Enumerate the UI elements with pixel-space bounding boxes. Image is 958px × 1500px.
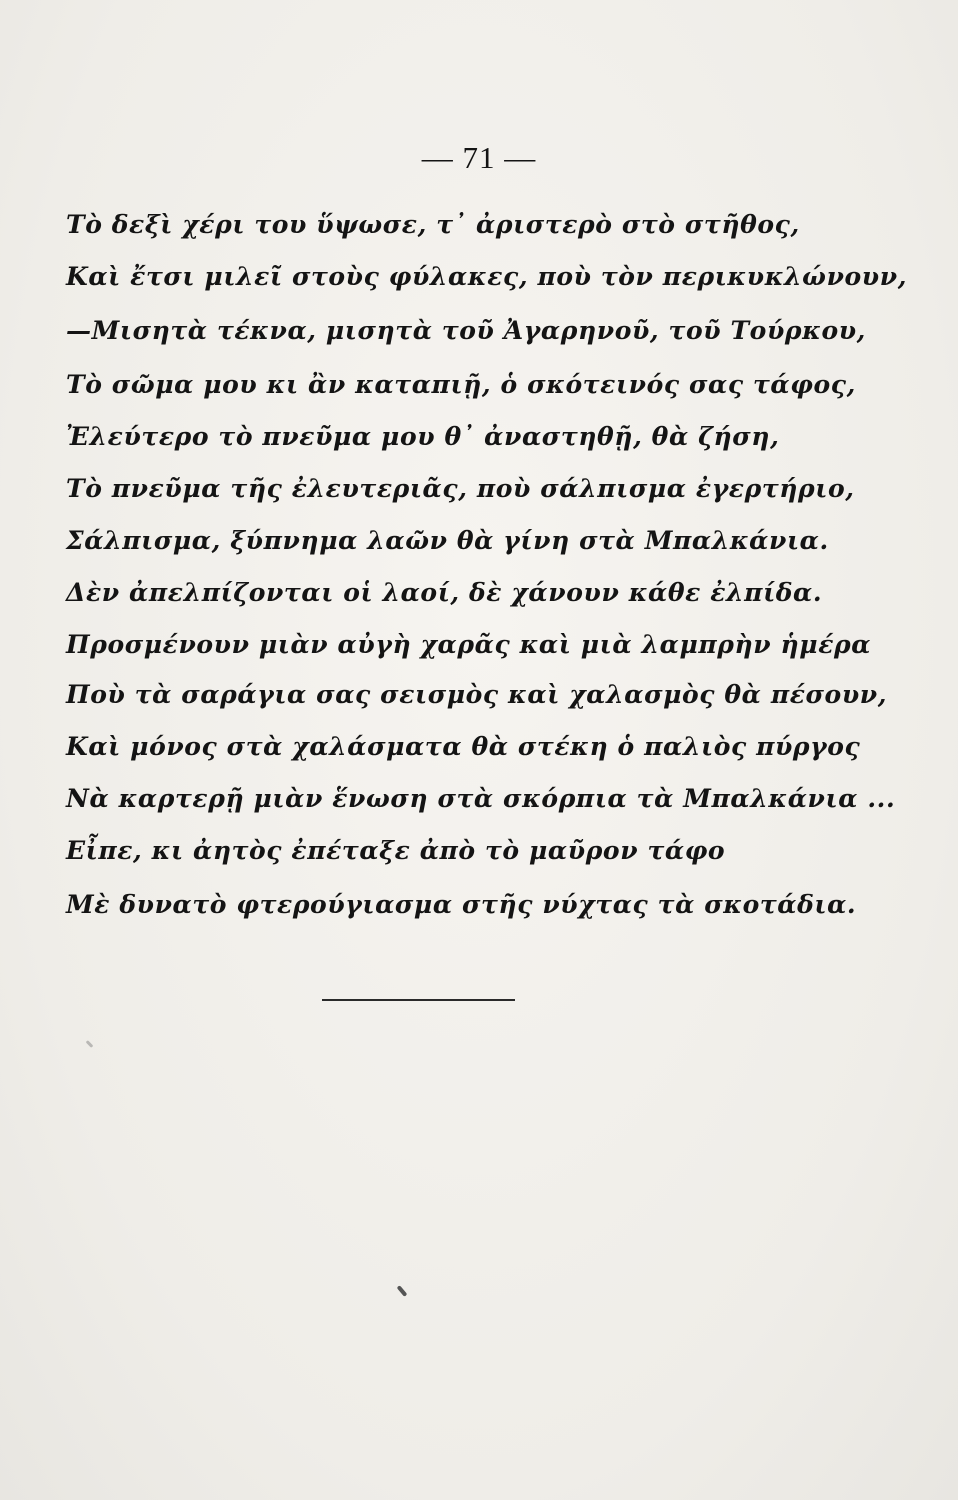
poem-line: Νὰ καρτερῇ μιὰν ἕνωση στὰ σκόρπια τὰ Μπαλκάνια ...: [66, 784, 896, 813]
poem-line: Ποὺ τὰ σαράγια σας σεισμὸς καὶ χαλασμὸς θὰ πέσουν,: [66, 680, 888, 709]
poem-line: —Μισητὰ τέκνα, μισητὰ τοῦ Ἀγαρηνοῦ, τοῦ Τούρκου,: [66, 316, 866, 345]
poem-line: Τὸ σῶμα μου κι ἂν καταπιῇ, ὁ σκότεινός σας τάφος,: [66, 370, 856, 399]
poem-line: Μὲ δυνατὸ φτερούγιασμα στῆς νύχτας τὰ σκοτάδια.: [66, 890, 857, 919]
poem-line: Ἐλεύτερο τὸ πνεῦμα μου θ᾽ ἀναστηθῇ, θὰ ζήση,: [66, 422, 780, 451]
ink-speck: [86, 1040, 94, 1048]
poem-line: Προσμένουν μιὰν αὐγὴ χαρᾶς καὶ μιὰ λαμπρὴν ἡμέρα: [66, 630, 872, 659]
poem-line: Τὸ δεξὶ χέρι του ὕψωσε, τ᾽ ἀριστερὸ στὸ στῆθος,: [66, 210, 800, 239]
poem-line: Εἶπε, κι ἀητὸς ἐπέταξε ἀπὸ τὸ μαῦρον τάφο: [66, 836, 726, 865]
page-number: — 71 —: [421, 140, 537, 175]
poem-line: Καὶ ἔτσι μιλεῖ στοὺς φύλακες, ποὺ τὸν περικυκλώνουν,: [66, 262, 908, 291]
poem-line: Τὸ πνεῦμα τῆς ἐλευτεριᾶς, ποὺ σάλπισμα ἐγερτήριο,: [66, 474, 855, 503]
section-divider: [322, 999, 515, 1001]
poem-line: Καὶ μόνος στὰ χαλάσματα θὰ στέκη ὁ παλιὸς πύργος: [66, 732, 861, 761]
poem-line: Σάλπισμα, ξύπνημα λαῶν θὰ γίνη στὰ Μπαλκάνια.: [66, 526, 829, 555]
poem-line: Δὲν ἀπελπίζονται οἱ λαοί, δὲ χάνουν κάθε ἐλπίδα.: [66, 578, 823, 607]
ink-speck: [397, 1285, 408, 1297]
